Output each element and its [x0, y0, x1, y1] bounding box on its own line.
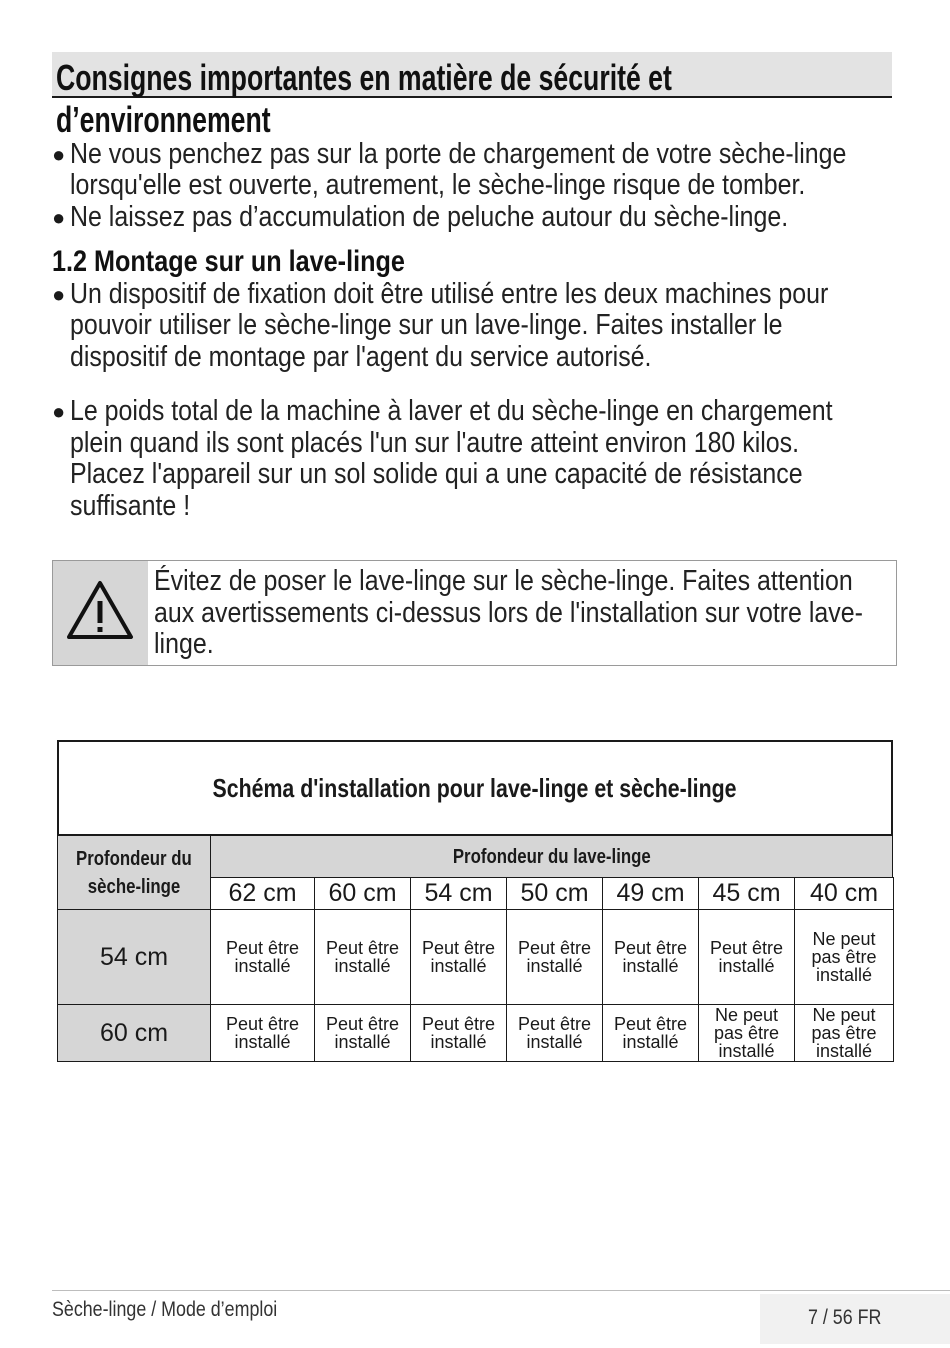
installation-status-text: Peut être: [517, 938, 592, 958]
bullet-marker: ●: [52, 142, 66, 167]
washer-depth-cell: 40 cm: [794, 877, 894, 910]
bullet-text-line: plein quand ils sont placés l'un sur l'autre atteint environ 180 kilos.: [70, 427, 800, 459]
installation-status-text: installé: [815, 965, 873, 985]
washer-depth-cell: 54 cm: [410, 877, 507, 910]
installation-status-text: Ne peut: [812, 1005, 876, 1025]
installation-status-text: installé: [718, 956, 775, 976]
installation-status-text: installé: [234, 1032, 291, 1052]
installation-status-text: pas être: [811, 1023, 877, 1043]
installation-status-text: Peut être: [613, 938, 688, 958]
installation-status-text: Peut être: [225, 1014, 300, 1034]
installation-status-text: Ne peut: [714, 1005, 779, 1025]
installation-status-text: installé: [622, 1032, 679, 1052]
installation-status-text: installé: [622, 956, 679, 976]
installation-status-text: Peut être: [325, 938, 400, 958]
installation-status-text: installé: [718, 1041, 775, 1061]
bullet-text-line: pouvoir utiliser le sèche-linge sur un lave-linge. Faites installer le: [70, 309, 783, 341]
installation-status-cell: [210, 1004, 315, 1062]
dryer-depth-cell: 60 cm: [57, 1004, 211, 1062]
bullet-marker: ●: [52, 399, 66, 424]
washer-depth-cell: 62 cm: [210, 877, 315, 910]
bullet-marker: ●: [52, 282, 66, 307]
page-title-line-1: Consignes importantes en matière de sécurité et: [56, 57, 672, 98]
installation-status-text: Ne peut: [812, 929, 876, 949]
warning-triangle-icon: [65, 579, 135, 641]
installation-status-cell: [794, 1004, 894, 1062]
bullet-text-line: Placez l'appareil sur un sol solide qui a une capacité de résistance: [70, 458, 803, 490]
installation-status-text: installé: [334, 956, 391, 976]
bullet-text-line: Ne vous penchez pas sur la porte de chargement de votre sèche-linge: [70, 138, 847, 170]
installation-table: [57, 740, 893, 1062]
installation-status-text: installé: [815, 1041, 873, 1061]
installation-status-cell: [410, 909, 507, 1005]
installation-status-text: Peut être: [225, 938, 300, 958]
installation-status-text: installé: [334, 1032, 391, 1052]
bullet-text-line: Le poids total de la machine à laver et du sèche-linge en chargement: [70, 395, 833, 427]
bullet-text-line: Un dispositif de fixation doit être utilisé entre les deux machines pour: [70, 278, 829, 310]
installation-status-text: Peut être: [421, 1014, 496, 1034]
dryer-depth-cell: 54 cm: [57, 909, 211, 1005]
installation-status-cell: [314, 909, 411, 1005]
page-number: 7 / 56 FR: [808, 1306, 882, 1329]
installation-status-text: Peut être: [613, 1014, 688, 1034]
installation-status-text: Peut être: [325, 1014, 400, 1034]
bullet-marker: ●: [52, 205, 66, 230]
warning-box: [52, 560, 897, 666]
installation-status-text: Peut être: [517, 1014, 592, 1034]
installation-status-text: Peut être: [421, 938, 496, 958]
installation-status-text: Peut être: [709, 938, 784, 958]
installation-status-cell: [210, 909, 315, 1005]
installation-status-cell: [602, 909, 699, 1005]
dryer-depth-header: Profondeur du sèche-linge: [57, 835, 211, 910]
washer-depth-cell: 50 cm: [506, 877, 603, 910]
installation-status-cell: [698, 1004, 795, 1062]
installation-status-cell: [506, 909, 603, 1005]
footer-divider: [52, 1290, 950, 1291]
installation-status-cell: [602, 1004, 699, 1062]
warning-text: Évitez de poser le lave-linge sur le sèche-linge. Faites attention aux avertissements ci-dessus lors de l'installation sur votre lave- linge.: [154, 565, 863, 660]
installation-status-cell: [506, 1004, 603, 1062]
washer-depth-header: Profondeur du lave-linge: [210, 835, 893, 878]
bullet-text-line: dispositif de montage par l'agent du service autorisé.: [70, 341, 652, 373]
installation-status-text: pas être: [811, 947, 877, 967]
installation-status-cell: [410, 1004, 507, 1062]
washer-depth-cell: 49 cm: [602, 877, 699, 910]
installation-status-cell: [698, 909, 795, 1005]
section-heading: 1.2 Montage sur un lave-linge: [52, 245, 405, 278]
washer-depth-cell: 60 cm: [314, 877, 411, 910]
installation-status-text: installé: [234, 956, 291, 976]
installation-status-text: installé: [526, 1032, 583, 1052]
bullet-text-line: Ne laissez pas d’accumulation de peluche autour du sèche-linge.: [70, 201, 789, 233]
page-title-line-2: d’environnement: [56, 99, 271, 140]
installation-status-text: installé: [430, 956, 487, 976]
bullet-text-line: suffisante !: [70, 490, 191, 522]
installation-status-cell: [794, 909, 894, 1005]
installation-status-cell: [314, 1004, 411, 1062]
installation-status-text: pas être: [713, 1023, 780, 1043]
table-title: Schéma d'installation pour lave-linge et sèche-linge: [57, 740, 893, 836]
footer-document-title: Sèche-linge / Mode d’emploi: [52, 1298, 278, 1321]
installation-status-text: installé: [430, 1032, 487, 1052]
installation-status-text: installé: [526, 956, 583, 976]
bullet-text-line: lorsqu'elle est ouverte, autrement, le sèche-linge risque de tomber.: [70, 169, 806, 201]
warning-icon-cell: [53, 561, 148, 665]
washer-depth-cell: 45 cm: [698, 877, 795, 910]
